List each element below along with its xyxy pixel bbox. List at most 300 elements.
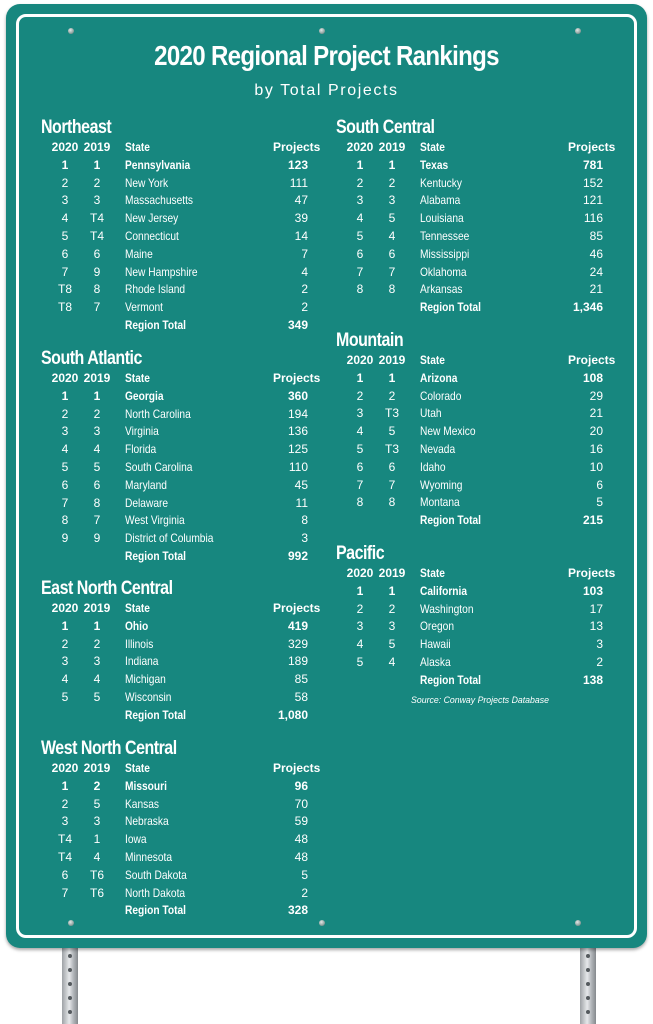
- rank-2019: 8: [388, 495, 396, 510]
- rank-2019: T6: [89, 867, 104, 882]
- state-name: Arkansas: [420, 282, 463, 297]
- project-count: 111: [289, 175, 308, 190]
- rank-2020: 5: [61, 689, 69, 704]
- rank-2020: 1: [61, 778, 69, 793]
- table-row: [338, 388, 603, 406]
- state-name: Wyoming: [420, 477, 463, 492]
- rank-2019: 6: [388, 459, 396, 474]
- project-count: 17: [589, 601, 603, 616]
- project-count: 85: [294, 672, 308, 687]
- bolt-icon: [319, 28, 325, 34]
- rank-2020: 1: [356, 583, 364, 598]
- table-row: [338, 281, 603, 299]
- state-name: Pennsylvania: [125, 157, 191, 172]
- rank-2020: 2: [61, 406, 69, 421]
- table-row: [43, 867, 308, 885]
- rank-2020: 3: [61, 814, 69, 829]
- state-name: Utah: [420, 406, 442, 421]
- rank-2019: T6: [89, 885, 104, 900]
- bolt-icon: [68, 920, 74, 926]
- table-row: [43, 459, 308, 477]
- col-state-header: State: [420, 566, 445, 580]
- rank-2020: 7: [61, 495, 69, 510]
- rank-2020: 3: [61, 193, 69, 208]
- rank-2020: 1: [61, 618, 69, 633]
- rank-2019: 4: [388, 654, 396, 669]
- rank-2019: 2: [388, 175, 396, 190]
- rank-2019: 1: [93, 618, 101, 633]
- table-row: [43, 618, 308, 636]
- state-name: California: [420, 583, 468, 598]
- state-name: Indiana: [125, 654, 159, 669]
- col-2019-header: 2019: [83, 371, 111, 385]
- col-2020-header: 2020: [51, 140, 79, 154]
- rank-2020: 6: [61, 867, 69, 882]
- table-row: [338, 636, 603, 654]
- rank-2019: 3: [93, 654, 101, 669]
- col-2019-header: 2019: [378, 353, 406, 367]
- state-name: New Jersey: [125, 211, 179, 226]
- rank-2019: 1: [388, 370, 396, 385]
- project-count: 7: [301, 246, 308, 261]
- rank-2019: 9: [93, 531, 101, 546]
- rank-2019: 3: [93, 814, 101, 829]
- rank-2020: 3: [61, 654, 69, 669]
- post-hole: [68, 968, 72, 972]
- project-count: 96: [294, 778, 308, 793]
- table-row: [43, 512, 308, 530]
- state-name: Missouri: [125, 778, 167, 793]
- rank-2020: 4: [61, 442, 69, 457]
- state-name: Oregon: [420, 619, 455, 634]
- state-name: Wisconsin: [125, 689, 172, 704]
- rank-2020: 3: [356, 406, 364, 421]
- rank-2019: 4: [93, 849, 101, 864]
- state-name: Rhode Island: [125, 282, 186, 297]
- state-name: Nebraska: [125, 814, 169, 829]
- col-2019-header: 2019: [83, 601, 111, 615]
- state-name: New Mexico: [420, 424, 476, 439]
- bolt-icon: [575, 28, 581, 34]
- col-2019-header: 2019: [83, 761, 111, 775]
- post-hole: [68, 996, 72, 1000]
- rank-2020: 2: [61, 796, 69, 811]
- project-count: 329: [287, 636, 308, 651]
- region-title: Northeast: [41, 116, 112, 138]
- state-name: Virginia: [125, 424, 159, 439]
- rank-2019: 1: [388, 157, 396, 172]
- rank-2019: 3: [93, 424, 101, 439]
- project-count: 13: [589, 619, 603, 634]
- rank-2019: 9: [93, 264, 101, 279]
- table-row: [338, 423, 603, 441]
- state-name: Texas: [420, 157, 449, 172]
- state-name: Maryland: [125, 477, 167, 492]
- region-total-label: Region Total: [125, 707, 187, 722]
- project-count: 2: [301, 885, 308, 900]
- state-name: Hawaii: [420, 637, 451, 652]
- table-row: [338, 210, 603, 228]
- table-row: [43, 264, 308, 282]
- project-count: 20: [589, 424, 603, 439]
- table-row: [43, 299, 308, 317]
- region-total-label: Region Total: [420, 672, 482, 687]
- region-total-label: Region Total: [420, 300, 482, 315]
- table-header-row: [43, 760, 321, 778]
- col-projects-header: Projects: [568, 353, 616, 367]
- post-hole: [586, 996, 590, 1000]
- table-row: [43, 210, 308, 228]
- region-total-value: 215: [582, 513, 603, 528]
- post-hole: [68, 954, 72, 958]
- rank-2019: 2: [93, 636, 101, 651]
- rank-2020: 8: [61, 513, 69, 528]
- rank-2020: 5: [356, 441, 364, 456]
- state-name: Massachusetts: [125, 193, 194, 208]
- rank-2019: 5: [93, 689, 101, 704]
- rank-2020: 2: [61, 175, 69, 190]
- state-name: Louisiana: [420, 211, 464, 226]
- rank-2020: T4: [57, 832, 72, 847]
- rank-2019: 2: [388, 388, 396, 403]
- bolt-icon: [319, 920, 325, 926]
- state-name: Ohio: [125, 618, 149, 633]
- rank-2020: 6: [61, 246, 69, 261]
- state-name: Vermont: [125, 300, 163, 315]
- project-count: 3: [301, 531, 308, 546]
- state-name: Oklahoma: [420, 264, 467, 279]
- region-title: Pacific: [336, 542, 385, 564]
- project-count: 125: [287, 442, 308, 457]
- project-count: 5: [301, 867, 308, 882]
- project-count: 189: [287, 654, 308, 669]
- region-total-value: 328: [287, 903, 308, 918]
- table-row: [338, 494, 603, 512]
- rank-2019: T4: [89, 211, 104, 226]
- project-count: 4: [301, 264, 308, 279]
- table-row: [43, 636, 308, 654]
- table-row: [43, 423, 308, 441]
- col-2020-header: 2020: [51, 761, 79, 775]
- rank-2020: 1: [356, 370, 364, 385]
- col-2020-header: 2020: [51, 601, 79, 615]
- rank-2019: 5: [388, 637, 396, 652]
- state-name: New York: [125, 175, 169, 190]
- state-name: Alaska: [420, 654, 451, 669]
- rank-2019: 1: [93, 157, 101, 172]
- region-pacific: [336, 541, 616, 690]
- rank-2019: 2: [93, 175, 101, 190]
- rank-2019: 5: [93, 796, 101, 811]
- region-title: South Central: [336, 116, 435, 138]
- rank-2020: 4: [356, 211, 364, 226]
- table-row: [43, 778, 308, 796]
- table-header-row: [338, 352, 616, 370]
- rank-2019: 6: [93, 477, 101, 492]
- table-row: [338, 583, 603, 601]
- region-total-label: Region Total: [420, 513, 482, 528]
- project-count: 3: [596, 637, 603, 652]
- state-name: Iowa: [125, 832, 147, 847]
- state-name: Connecticut: [125, 228, 179, 243]
- rank-2020: 1: [61, 157, 69, 172]
- region-title: South Atlantic: [41, 347, 142, 369]
- col-state-header: State: [125, 140, 150, 154]
- region-title: West North Central: [41, 737, 177, 759]
- region-total-value: 1,346: [572, 300, 603, 315]
- col-projects-header: Projects: [273, 371, 321, 385]
- col-projects-header: Projects: [273, 761, 321, 775]
- region-total-row: [338, 299, 603, 317]
- table-row: [338, 477, 603, 495]
- state-name: Delaware: [125, 495, 169, 510]
- project-count: 116: [583, 211, 603, 226]
- table-row: [338, 405, 603, 423]
- table-header-row: [43, 139, 321, 157]
- state-name: North Dakota: [125, 885, 186, 900]
- rank-2020: T4: [57, 849, 72, 864]
- rank-2020: 1: [356, 157, 364, 172]
- post-hole: [68, 982, 72, 986]
- project-count: 194: [287, 406, 308, 421]
- project-count: 14: [294, 228, 308, 243]
- project-count: 2: [301, 282, 308, 297]
- region-south-atlantic: [41, 346, 321, 566]
- project-count: 419: [287, 618, 308, 633]
- table-row: [43, 406, 308, 424]
- table-row: [43, 831, 308, 849]
- state-name: South Carolina: [125, 459, 193, 474]
- rank-2020: T8: [57, 282, 72, 297]
- table-row: [338, 246, 603, 264]
- col-state-header: State: [125, 371, 150, 385]
- region-title: Mountain: [336, 329, 404, 351]
- state-name: Illinois: [125, 636, 154, 651]
- col-2020-header: 2020: [346, 140, 374, 154]
- col-projects-header: Projects: [568, 140, 616, 154]
- rank-2019: 8: [93, 282, 101, 297]
- col-state-header: State: [125, 761, 150, 775]
- rank-2020: 2: [61, 636, 69, 651]
- col-2020-header: 2020: [346, 566, 374, 580]
- project-count: 59: [294, 814, 308, 829]
- state-name: Michigan: [125, 672, 166, 687]
- project-count: 6: [596, 477, 603, 492]
- rank-2020: 7: [356, 264, 364, 279]
- table-row: [338, 441, 603, 459]
- rank-2019: 7: [388, 264, 396, 279]
- rank-2020: 6: [61, 477, 69, 492]
- table-row: [338, 370, 603, 388]
- rank-2019: 3: [93, 193, 101, 208]
- region-total-label: Region Total: [125, 548, 187, 563]
- project-count: 70: [294, 796, 308, 811]
- table-row: [43, 228, 308, 246]
- rank-2019: 6: [388, 246, 396, 261]
- rank-2019: 5: [388, 211, 396, 226]
- col-2019-header: 2019: [378, 566, 406, 580]
- project-count: 123: [287, 157, 308, 172]
- state-name: West Virginia: [125, 513, 185, 528]
- region-title: East North Central: [41, 577, 173, 599]
- region-northeast: [41, 115, 321, 335]
- rank-2019: 8: [388, 282, 396, 297]
- region-total-value: 992: [287, 548, 308, 563]
- state-name: Kentucky: [420, 175, 462, 190]
- state-name: Arizona: [420, 370, 458, 385]
- project-count: 21: [589, 406, 603, 421]
- col-projects-header: Projects: [568, 566, 616, 580]
- bolt-icon: [68, 28, 74, 34]
- rank-2020: 4: [61, 672, 69, 687]
- state-name: Kansas: [125, 796, 160, 811]
- rank-2020: 9: [61, 531, 69, 546]
- table-row: [43, 388, 308, 406]
- project-count: 48: [294, 832, 308, 847]
- project-count: 121: [582, 193, 603, 208]
- project-count: 10: [589, 459, 603, 474]
- table-row: [338, 459, 603, 477]
- rank-2019: 5: [388, 424, 396, 439]
- rank-2019: 7: [388, 477, 396, 492]
- table-row: [338, 228, 603, 246]
- project-count: 47: [294, 193, 308, 208]
- rank-2020: 4: [61, 211, 69, 226]
- rank-2019: 4: [93, 442, 101, 457]
- table-row: [43, 530, 308, 548]
- table-row: [43, 813, 308, 831]
- rank-2020: 7: [356, 477, 364, 492]
- bolt-icon: [575, 920, 581, 926]
- project-count: 48: [294, 849, 308, 864]
- rank-2020: 5: [61, 228, 69, 243]
- table-row: [43, 689, 308, 707]
- region-south-central: [336, 115, 616, 317]
- rank-2020: 2: [356, 388, 364, 403]
- project-count: 11: [295, 495, 308, 510]
- state-name: South Dakota: [125, 867, 187, 882]
- rank-2020: 5: [356, 654, 364, 669]
- table-header-row: [43, 600, 321, 618]
- rank-2019: 3: [388, 193, 396, 208]
- rank-2020: 3: [356, 619, 364, 634]
- table-row: [43, 653, 308, 671]
- col-projects-header: Projects: [273, 601, 321, 615]
- rank-2020: 4: [356, 637, 364, 652]
- rank-2020: 6: [356, 459, 364, 474]
- sign-post-right: [580, 944, 596, 1024]
- region-total-row: [43, 902, 308, 920]
- project-count: 103: [582, 583, 603, 598]
- col-2019-header: 2019: [83, 140, 111, 154]
- col-2020-header: 2020: [346, 353, 374, 367]
- post-hole: [586, 1010, 590, 1014]
- rank-2020: 5: [356, 228, 364, 243]
- rank-2019: 5: [93, 459, 101, 474]
- table-row: [338, 264, 603, 282]
- rank-2019: 4: [388, 228, 396, 243]
- project-count: 39: [294, 211, 308, 226]
- project-count: 152: [582, 175, 603, 190]
- rank-2020: 2: [356, 175, 364, 190]
- region-total-row: [43, 317, 308, 335]
- rank-2019: 6: [93, 246, 101, 261]
- project-count: 2: [301, 300, 308, 315]
- post-hole: [586, 954, 590, 958]
- state-name: Minnesota: [125, 849, 173, 864]
- table-row: [43, 281, 308, 299]
- region-total-row: [43, 548, 308, 566]
- table-row: [43, 796, 308, 814]
- rank-2020: 1: [61, 388, 69, 403]
- project-count: 360: [287, 388, 308, 403]
- state-name: Georgia: [125, 388, 164, 403]
- rank-2019: 7: [93, 300, 101, 315]
- col-projects-header: Projects: [273, 140, 321, 154]
- table-row: [338, 618, 603, 636]
- region-east-north-central: [41, 576, 321, 725]
- source-note: Source: Conway Projects Database: [411, 695, 549, 706]
- region-total-value: 1,080: [277, 707, 308, 722]
- region-total-row: [43, 707, 308, 725]
- table-row: [43, 885, 308, 903]
- rank-2019: 1: [93, 388, 101, 403]
- post-hole: [68, 1010, 72, 1014]
- table-row: [338, 192, 603, 210]
- region-west-north-central: [41, 736, 321, 920]
- project-count: 8: [301, 513, 308, 528]
- rank-2020: 8: [356, 282, 364, 297]
- table-header-row: [338, 565, 616, 583]
- project-count: 110: [288, 459, 308, 474]
- col-state-header: State: [125, 601, 150, 615]
- rank-2019: 2: [388, 601, 396, 616]
- region-total-value: 138: [582, 672, 603, 687]
- region-total-row: [338, 672, 603, 690]
- project-count: 136: [287, 424, 308, 439]
- state-name: Montana: [420, 495, 460, 510]
- table-row: [338, 175, 603, 193]
- col-state-header: State: [420, 353, 445, 367]
- project-count: 46: [589, 246, 603, 261]
- table-header-row: [338, 139, 616, 157]
- rank-2020: 7: [61, 885, 69, 900]
- project-count: 781: [582, 157, 603, 172]
- col-2019-header: 2019: [378, 140, 406, 154]
- project-count: 85: [589, 228, 603, 243]
- rank-2020: 8: [356, 495, 364, 510]
- region-total-label: Region Total: [125, 903, 187, 918]
- col-2020-header: 2020: [51, 371, 79, 385]
- rank-2020: 4: [356, 424, 364, 439]
- rank-2020: 3: [356, 193, 364, 208]
- table-row: [43, 495, 308, 513]
- state-name: North Carolina: [125, 406, 191, 421]
- project-count: 21: [589, 282, 603, 297]
- rank-2019: T3: [384, 406, 399, 421]
- rank-2020: 2: [356, 601, 364, 616]
- state-name: Idaho: [420, 459, 446, 474]
- rank-2020: 7: [61, 264, 69, 279]
- project-count: 5: [596, 495, 603, 510]
- state-name: Maine: [125, 246, 153, 261]
- region-total-label: Region Total: [125, 317, 187, 332]
- rank-2019: T4: [89, 228, 104, 243]
- rank-2019: 3: [388, 619, 396, 634]
- rank-2019: 8: [93, 495, 101, 510]
- project-count: 2: [596, 654, 603, 669]
- sign-title: 2020 Regional Project Rankings: [154, 40, 499, 71]
